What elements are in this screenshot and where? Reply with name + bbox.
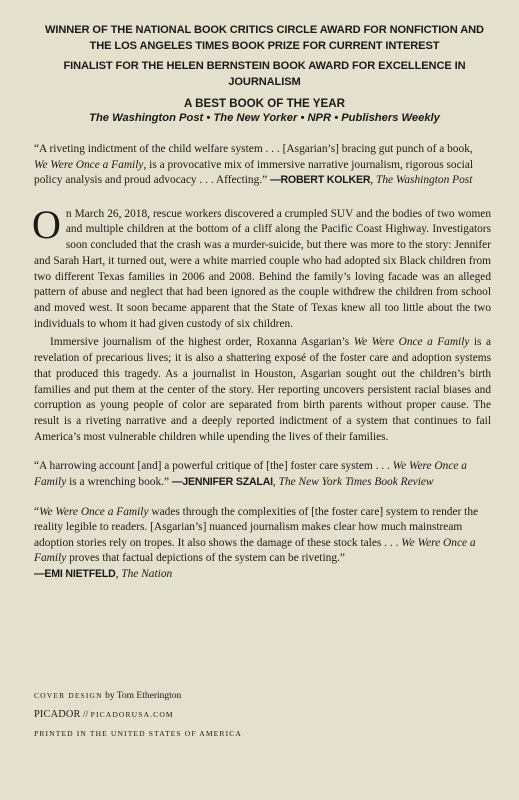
- book-title: We Were Once a Family: [34, 158, 144, 171]
- blurb-text: “A harrowing account [and] a powerful critique of [the] foster care system . . .: [34, 460, 393, 473]
- publisher-line: [34, 709, 242, 721]
- blurb-nietfeld: “We Were Once a Family wades through the complexities of [the foster care] system to render the reality legible to readers. [Asgarian’s] nuanced journalism makes clear how much mainstream adoption stories rely on tropes. It also shows the damage of these stock tales . . . We Were Once a Family proves that factual depictions of the system can be riveting.” —EMI NIETFELD, The Nation: [34, 505, 479, 580]
- separator: //: [82, 710, 89, 720]
- description-paragraph-1: [32, 201, 491, 333]
- blurb-source: The New York Times Book Review: [278, 475, 434, 488]
- paragraph-text: is a revelation of precarious lives; it is also a shattering exposé of the foster care and adoption systems that produced this tragedy. As a journalist in Houston, Asgarian sought out the children’s birth families and put them at the center of the story. Her reporting uncovers persistent racial biases and corruption as young people of color are separated from birth parents without proper cause. The result is a riveting narrative and a deeply reported indictment of a system that continues to fail America’s most vulnerable children while upending the lives of their families.: [34, 336, 492, 443]
- description-paragraph-2: [34, 335, 491, 445]
- credits: [34, 690, 242, 747]
- cover-design-label: COVER DESIGN: [34, 691, 103, 700]
- cover-designer: by Tom Etherington: [105, 691, 182, 701]
- award-winner: [34, 22, 495, 54]
- blurb-text: “A riveting indictment of the child welfare system . . . [Asgarian’s] bracing gut punch of a book,: [34, 143, 473, 155]
- publisher-name: PICADOR: [34, 709, 81, 720]
- blurb-text: is a wrenching book.”: [66, 475, 172, 488]
- blurb-author: —EMI NIETFELD: [34, 567, 116, 580]
- blurb-text: proves that factual depictions of the system can be riveting.”: [66, 552, 345, 565]
- blurb-source: The Nation: [121, 567, 173, 580]
- book-title: We Were Once a Family: [34, 460, 468, 488]
- award-finalist: FINALIST FOR THE HELEN BERNSTEIN BOOK AWARD FOR EXCELLENCE IN JOURNALISM: [63, 60, 466, 88]
- blurb-author: —ROBERT KOLKER: [270, 174, 371, 187]
- publisher-url: PICADORUSA.COM: [90, 710, 174, 719]
- drop-cap: O: [32, 201, 61, 247]
- blurb-text: , is a provocative mix of immersive narrative journalism, rigorous social policy analysis and proud advocacy . . . Affecting.”: [34, 158, 474, 187]
- book-title: We Were Once a Family: [39, 505, 149, 518]
- blurb-author: —JENNIFER SZALAI: [171, 475, 273, 488]
- barcode-area: [299, 690, 519, 800]
- printed-line: PRINTED IN THE UNITED STATES OF AMERICA: [34, 729, 242, 738]
- best-book-publications: The Washington Post • The New Yorker • NPR • Publishers Weekly: [89, 112, 440, 124]
- book-title: We Were Once a Family: [353, 336, 470, 349]
- best-book-heading: A BEST BOOK OF THE YEAR: [183, 97, 346, 110]
- blurb-szalai: “A harrowing account [and] a powerful critique of [the] foster care system . . . We Were Once a Family is a wrenching book.” —JENNIFER SZALAI, The New York Times Book Review: [34, 460, 468, 488]
- blurb-source: The Washington Post: [375, 174, 473, 187]
- description: [32, 201, 492, 446]
- book-title: We Were Once a Family: [34, 536, 476, 565]
- blurb-kolker: “A riveting indictment of the child welfare system . . . [Asgarian’s] bracing gut punch of a book, We Were Once a Family, is a provocative mix of immersive narrative journalism, rigorous social policy analysis and proud advocacy . . . Affecting.” —ROBERT KOLKER, The Washington Post: [34, 143, 474, 187]
- paragraph-text: n March 26, 2018, rescue workers discovered a crumpled SUV and the bodies of two women and multiple children at the bottom of a cliff along the Pacific Coast Highway. Investigators soon concluded that the crash was a murder-suicide, but there was more to the story: Jennifer and Sarah Hart, it turned out, were a white married couple who had adopted six Black children from two different Texas families in 2006 and 2008. Behind the family’s loving facade was an alleged pattern of abuse and neglect that had been ignored as the couple withdrew the children from school and moved west. It soon became apparent that the State of Texas knew all too little about the two individuals to whom it had given custody of six children.: [34, 207, 491, 330]
- blurb-text: wades through the complexities of [the foster care] system to render the reality legible to readers. [Asgarian’s] nuanced journalism makes clear how much mainstream adoption stories rely on tropes. It also shows the damage of these stock tales . . .: [34, 505, 479, 549]
- award-line-2: THE LOS ANGELES TIMES BOOK PRIZE FOR CURRENT INTEREST: [89, 40, 440, 52]
- paragraph-text: Immersive journalism of the highest order, Roxanna Asgarian’s: [50, 336, 354, 349]
- cover-design-credit: [34, 690, 242, 702]
- award-line-1: WINNER OF THE NATIONAL BOOK CRITICS CIRCLE AWARD FOR NONFICTION AND: [45, 24, 484, 36]
